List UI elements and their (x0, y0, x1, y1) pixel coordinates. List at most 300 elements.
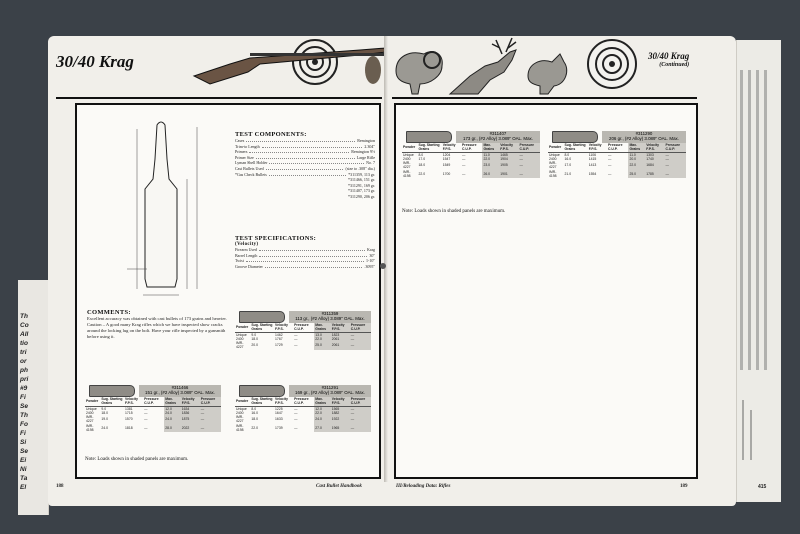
component-label: Primers (235, 149, 248, 155)
left-page-title: 30/40 Krag (56, 52, 134, 71)
side-text-line: tri (20, 349, 27, 356)
column-header: Velocity F.P.S. (499, 143, 518, 152)
table-cell: — (200, 406, 221, 411)
table-cell: — (294, 406, 298, 411)
table-cell: — (200, 424, 221, 433)
table-cell: 25.0 (628, 170, 645, 179)
table-cell: 1740 (645, 157, 664, 161)
table-cell: — (144, 425, 148, 430)
table-cell: — (665, 157, 687, 161)
load-table (85, 397, 221, 432)
leader-dots (269, 172, 346, 176)
spec-value: Krag (367, 247, 375, 252)
column-header: Sug. Starting Grains (417, 143, 441, 152)
column-header: Velocity F.P.S. (274, 323, 293, 332)
table-cell: 1554 (588, 171, 597, 176)
table-cell: 2061 (331, 341, 350, 350)
back-page-vertical-table (738, 70, 774, 460)
table-cell: 18.0 (101, 410, 109, 415)
table-cell: 17.0 (418, 156, 426, 161)
table-cell: 1570 (125, 417, 133, 422)
column-header: Max. Grains (314, 397, 331, 406)
bullet-code: #311359 (321, 311, 339, 316)
table-cell: — (350, 341, 371, 350)
comments-text: Excellent accuracy was obtained with cast bullets of 173 grains and heavier. Caution – A good many Krag rifles which we have inspected show cracks around the locking lug on the bolt. Have your rifle inspected by a gunsmith before using it. (87, 316, 227, 339)
load-table (235, 323, 371, 350)
table-cell: 16.0 (564, 156, 572, 161)
table-cell: IMR-4227 (403, 161, 411, 170)
component-value: 2.304" (364, 143, 375, 149)
column-header: Pressure C.U.P. (519, 143, 541, 152)
table-cell: 27.0 (314, 424, 331, 433)
table-cell: Unique (403, 152, 414, 157)
bullet-code: #311466 (171, 385, 189, 390)
table-cell: 1823 (331, 332, 350, 337)
right-data-panel (394, 103, 698, 479)
table-cell: IMR-4227 (86, 415, 94, 424)
load-table (548, 143, 686, 178)
table-cell: 1729 (275, 343, 283, 348)
table-cell: 9.0 (251, 332, 257, 337)
test-components-list (235, 138, 375, 177)
bullet-icon (552, 131, 598, 143)
column-header: Max. Grains (164, 397, 181, 406)
table-cell: 18.0 (251, 417, 259, 422)
table-cell: IMR-4227 (236, 341, 244, 350)
gas-check-bullet: *311466, 151 gr. (348, 177, 375, 183)
table-cell: 1684 (645, 161, 664, 170)
table-cell: 2400 (86, 410, 94, 415)
table-cell: — (519, 157, 541, 161)
right-note: Note: Loads shown in shaded panels are maximum. (402, 209, 506, 214)
leader-dots (269, 160, 364, 164)
table-cell: — (350, 424, 371, 433)
table-cell: 1415 (588, 156, 597, 161)
table-cell: — (462, 163, 466, 168)
bullet-caption-text (602, 131, 686, 143)
table-cell: 1875 (181, 415, 200, 424)
table-cell: — (462, 171, 466, 176)
spec-value: .3095" (364, 263, 375, 269)
table-row (402, 170, 540, 179)
side-text-line: Co (20, 322, 29, 329)
side-text-line: or (20, 358, 27, 365)
table-cell: — (200, 415, 221, 424)
column-header: Velocity F.P.S. (331, 397, 350, 406)
component-value: No. 7 (366, 160, 375, 166)
table-cell: — (519, 170, 541, 179)
table-row (235, 415, 371, 424)
side-text-line: Th (20, 412, 28, 419)
column-header: Pressure C.U.P. (143, 397, 164, 406)
table-cell: IMR-4198 (549, 169, 557, 179)
spec-label: Twist (235, 258, 244, 264)
table-row (548, 170, 686, 179)
spec-label: Firearm Used (235, 247, 257, 252)
table-cell: 11.0 (628, 152, 645, 157)
side-text-line: Se (20, 403, 28, 410)
table-cell: 8.0 (251, 406, 257, 411)
leader-dots (256, 155, 355, 159)
column-header: Powder (235, 323, 250, 332)
table-cell: 1549 (442, 163, 451, 168)
table-cell: 24.0 (164, 415, 181, 424)
column-header: Velocity F.P.S. (181, 397, 200, 406)
table-cell: 18.0 (251, 336, 259, 341)
table-cell: 23.0 (482, 161, 499, 170)
table-cell: — (350, 332, 371, 337)
left-note: Note: Loads shown in shaded panels are maximum. (85, 457, 189, 462)
table-cell: 11.0 (482, 152, 499, 157)
leader-dots (265, 264, 362, 268)
table-cell: 1565 (331, 406, 350, 411)
column-header: Max. Grains (314, 323, 331, 332)
leader-dots (246, 258, 364, 262)
test-specs-list (235, 247, 375, 269)
component-label: Lyman Shell Holder (235, 160, 268, 166)
bullet-caption-text (289, 385, 371, 397)
gas-check-bullet: *311290, 206 gr. (348, 193, 375, 199)
gas-check-bullet: *311291, 169 gr. (348, 182, 375, 188)
table-cell: 1106 (588, 152, 596, 157)
column-header: Sug. Starting Grains (251, 323, 273, 332)
table-cell: 2400 (236, 336, 244, 341)
table-cell: 26.0 (482, 170, 499, 179)
table-cell: — (519, 152, 541, 157)
leader-dots (262, 144, 363, 148)
component-label: Cast Bullets Used (235, 165, 264, 171)
column-header: Pressure C.U.P. (293, 397, 314, 406)
table-cell: IMR-4227 (549, 161, 557, 170)
table-cell: — (294, 332, 298, 337)
back-page-side-text (20, 312, 29, 492)
side-text-line: #9 (20, 385, 28, 392)
table-cell: 1904 (499, 157, 518, 161)
table-cell: — (350, 337, 371, 341)
left-title-rule (56, 97, 382, 99)
gas-check-bullet: *311407, 173 gr. (348, 188, 375, 194)
table-cell: 13.0 (314, 332, 331, 337)
bullet-caption (402, 131, 540, 143)
table-row (85, 424, 221, 433)
spec-label: Groove Diameter (235, 263, 263, 269)
table-header-row (235, 397, 371, 406)
table-cell: 1303 (645, 152, 664, 157)
side-text-line: El (20, 484, 27, 491)
column-header: Pressure C.U.P. (665, 143, 687, 152)
table-header-row (402, 143, 540, 152)
table-cell: 1462 (275, 332, 283, 337)
table-cell: — (294, 343, 298, 348)
table-cell: 8.0 (564, 152, 570, 157)
table-row (548, 161, 686, 170)
bullet-spec: 173 gr., (#2 Alloy) 3.089" OAL. Max. (463, 136, 533, 141)
binding-hole (380, 263, 386, 269)
table-cell: 1647 (275, 410, 283, 415)
table-cell: 22.0 (628, 161, 645, 170)
table-cell: 19.0 (101, 417, 109, 422)
component-label: Trim-to Length (235, 143, 260, 149)
table-cell: 1465 (499, 152, 518, 157)
side-text-line: Si (20, 439, 27, 446)
bullet-code: #311407 (489, 131, 507, 136)
column-header: Pressure C.U.P. (350, 397, 371, 406)
side-text-line: Ni (20, 466, 27, 473)
test-components (235, 131, 375, 200)
table-row (235, 341, 371, 350)
column-header: Max. Grains (628, 143, 645, 152)
component-value: Remington 9½ (351, 149, 375, 155)
spec-value: 1-10" (366, 258, 375, 264)
bullet-spec: 151 gr., (#2 Alloy) 3.089" OAL. Max. (145, 390, 215, 395)
table-cell: — (608, 163, 612, 168)
column-header: Velocity F.P.S. (274, 397, 293, 406)
table-cell: — (200, 411, 221, 415)
table-cell: 1836 (181, 411, 200, 415)
table-cell: 16.0 (251, 410, 259, 415)
bullet-spec: 169 gr., (#2 Alloy) 3.089" OAL. Max. (295, 390, 365, 395)
column-header: Velocity F.P.S. (645, 143, 664, 152)
table-311466 (85, 385, 221, 432)
leader-dots (259, 247, 365, 251)
comments-block (87, 309, 229, 340)
component-value: (size to .308" dia.) (345, 165, 375, 171)
table-cell: 2400 (403, 156, 411, 161)
table-cell: 1204 (442, 152, 451, 157)
table-cell: 17.0 (564, 163, 572, 168)
table-cell: 22.0 (482, 157, 499, 161)
load-table (402, 143, 540, 178)
table-cell: 1700 (442, 171, 451, 176)
table-cell: — (665, 170, 687, 179)
left-page-footer: Cast Bullet Handbook (316, 484, 362, 489)
column-header: Sug. Starting Grains (101, 397, 123, 406)
left-data-panel (75, 103, 381, 479)
table-cell: 12.0 (314, 406, 331, 411)
spec-row (235, 264, 375, 270)
table-cell: — (608, 156, 612, 161)
table-cell: 8.0 (418, 152, 424, 157)
table-cell: 20.0 (251, 343, 259, 348)
table-cell: 1965 (331, 424, 350, 433)
side-text-line: tio (20, 340, 28, 347)
table-cell: Unique (86, 406, 97, 411)
table-311407 (402, 131, 540, 178)
test-components-extra (235, 177, 375, 199)
bullet-caption (235, 385, 371, 397)
table-cell: 1381 (125, 406, 133, 411)
table-header-row (548, 143, 686, 152)
table-cell: — (294, 417, 298, 422)
table-cell: 20.0 (628, 157, 645, 161)
side-text-line: Se (20, 448, 28, 455)
table-cell: 28.0 (164, 424, 181, 433)
side-text-line: Ta (20, 475, 28, 482)
right-title-subtitle: (Continued) (659, 62, 690, 68)
load-table (235, 397, 371, 432)
vertical-table-lines (738, 70, 774, 460)
table-cell: — (350, 415, 371, 424)
bullet-caption-text (456, 131, 540, 143)
table-cell: 1634 (181, 406, 200, 411)
rifle-illustration (190, 38, 390, 90)
column-header: Powder (548, 143, 563, 152)
right-page-number: 189 (680, 484, 688, 489)
table-cell: 1882 (331, 411, 350, 415)
table-cell: 22.0 (418, 171, 426, 176)
table-cell: — (350, 411, 371, 415)
column-header: Sug. Starting Grains (251, 397, 273, 406)
component-label: Primer Size (235, 154, 254, 160)
table-cell: 2061 (331, 337, 350, 341)
spec-value: 30" (369, 252, 375, 258)
leader-dots (266, 166, 344, 170)
table-cell: 2400 (236, 410, 244, 415)
table-311359 (235, 311, 371, 350)
test-components-heading: TEST COMPONENTS: (235, 131, 307, 138)
table-cell: — (519, 161, 541, 170)
table-cell: Unique (549, 152, 560, 157)
table-cell: 24.0 (314, 415, 331, 424)
table-cell: 22.0 (314, 337, 331, 341)
table-cell: — (350, 406, 371, 411)
bullet-icon (239, 311, 285, 323)
table-cell: — (462, 156, 466, 161)
table-311290 (548, 131, 686, 178)
bullet-spec: 206 gr., (#2 Alloy) 3.089" OAL. Max. (609, 136, 679, 141)
table-cell: Unique (236, 332, 247, 337)
leader-dots (259, 253, 367, 257)
component-label: *Gas Check Bullets (235, 171, 267, 177)
bullet-spec: 113 gr., (#2 Alloy) 3.089" OAL. Max. (295, 316, 365, 321)
column-header: Pressure C.U.P. (607, 143, 628, 152)
table-cell: — (294, 425, 298, 430)
table-cell: 9.0 (101, 406, 107, 411)
side-text-line: pri (20, 376, 29, 383)
table-cell: 22.0 (314, 411, 331, 415)
table-cell: — (144, 406, 148, 411)
side-text-line: All (20, 331, 29, 338)
comments-heading: COMMENTS: (87, 309, 131, 316)
table-cell: 1818 (125, 425, 133, 430)
test-specifications (235, 235, 375, 269)
book-spine (384, 36, 388, 482)
column-header: Velocity F.P.S. (124, 397, 143, 406)
bullet-code: #311290 (635, 131, 653, 136)
bullet-caption (85, 385, 221, 397)
table-cell: 1905 (499, 161, 518, 170)
side-text-line: Ei (20, 457, 27, 464)
table-cell: 1413 (588, 163, 597, 168)
column-header: Pressure C.U.P. (293, 323, 314, 332)
spec-label: Barrel Length (235, 252, 258, 258)
table-cell: 1633 (275, 417, 283, 422)
table-row (85, 415, 221, 424)
bullet-caption (235, 311, 371, 323)
table-cell: — (665, 152, 687, 157)
table-cell: 2022 (181, 424, 200, 433)
table-cell: — (462, 152, 466, 157)
back-page-number: 415 (758, 484, 767, 490)
test-specs-heading: TEST SPECIFICATIONS: (235, 235, 317, 242)
bullet-caption (548, 131, 686, 143)
side-text-line: Fi (20, 394, 26, 401)
table-311291 (235, 385, 371, 432)
right-title-text: 30/40 Krag (648, 51, 690, 61)
bullet-caption-text (289, 311, 371, 323)
left-page-number: 188 (56, 484, 64, 489)
column-header: Powder (85, 397, 100, 406)
table-cell: — (608, 152, 612, 157)
side-text-line: Fi (20, 430, 26, 437)
table-cell: — (608, 171, 612, 176)
column-header: Max. Grains (482, 143, 499, 152)
right-title-rule (392, 97, 697, 99)
table-cell: 1922 (331, 415, 350, 424)
test-specs-subheading: (Velocity) (235, 242, 259, 247)
column-header: Sug. Starting Grains (563, 143, 587, 152)
table-cell: IMR-4227 (236, 415, 244, 424)
table-cell: — (294, 410, 298, 415)
table-cell: 1901 (499, 170, 518, 179)
table-cell: 1225 (275, 406, 283, 411)
column-header: Powder (235, 397, 250, 406)
table-row (402, 161, 540, 170)
animal-targets-illustration (390, 36, 640, 96)
table-cell: IMR-4198 (236, 423, 244, 433)
table-cell: 24.0 (164, 411, 181, 415)
table-row (235, 424, 371, 433)
column-header: Velocity F.P.S. (442, 143, 461, 152)
table-cell: — (665, 161, 687, 170)
table-cell: 12.0 (164, 406, 181, 411)
table-header-row (235, 323, 371, 332)
table-cell: Unique (236, 406, 247, 411)
table-cell: 22.0 (251, 425, 259, 430)
bullet-caption-text (139, 385, 221, 397)
column-header: Pressure C.U.P. (461, 143, 482, 152)
side-text-line: Fo (20, 421, 28, 428)
table-cell: IMR-4198 (403, 169, 411, 179)
table-cell: 1739 (275, 425, 283, 430)
table-cell: IMR-4198 (86, 423, 94, 433)
table-cell: — (294, 336, 298, 341)
leader-dots (246, 138, 355, 142)
bullet-code: #311291 (321, 385, 339, 390)
column-header: Powder (402, 143, 417, 152)
table-cell: 21.0 (564, 171, 572, 176)
component-value: Remington (357, 138, 375, 143)
table-cell: 24.0 (101, 425, 109, 430)
column-header: Pressure C.U.P. (200, 397, 221, 406)
cartridge-diagram (117, 119, 237, 301)
component-label: Cases (235, 138, 245, 143)
side-text-line: Th (20, 313, 28, 320)
column-header: Pressure C.U.P. (350, 323, 371, 332)
right-page-title (648, 52, 689, 70)
component-value: *311359, 113 gr. (348, 171, 375, 177)
column-header: Velocity F.P.S. (588, 143, 607, 152)
right-page-footer: III/Reloading Data: Rifles (396, 484, 451, 489)
table-cell: 1767 (275, 336, 283, 341)
table-cell: 1785 (645, 170, 664, 179)
column-header: Velocity F.P.S. (331, 323, 350, 332)
component-value: Large Rifle (356, 154, 375, 160)
bullet-icon (239, 385, 285, 397)
leader-dots (249, 149, 349, 153)
bullet-icon (89, 385, 135, 397)
table-header-row (85, 397, 221, 406)
